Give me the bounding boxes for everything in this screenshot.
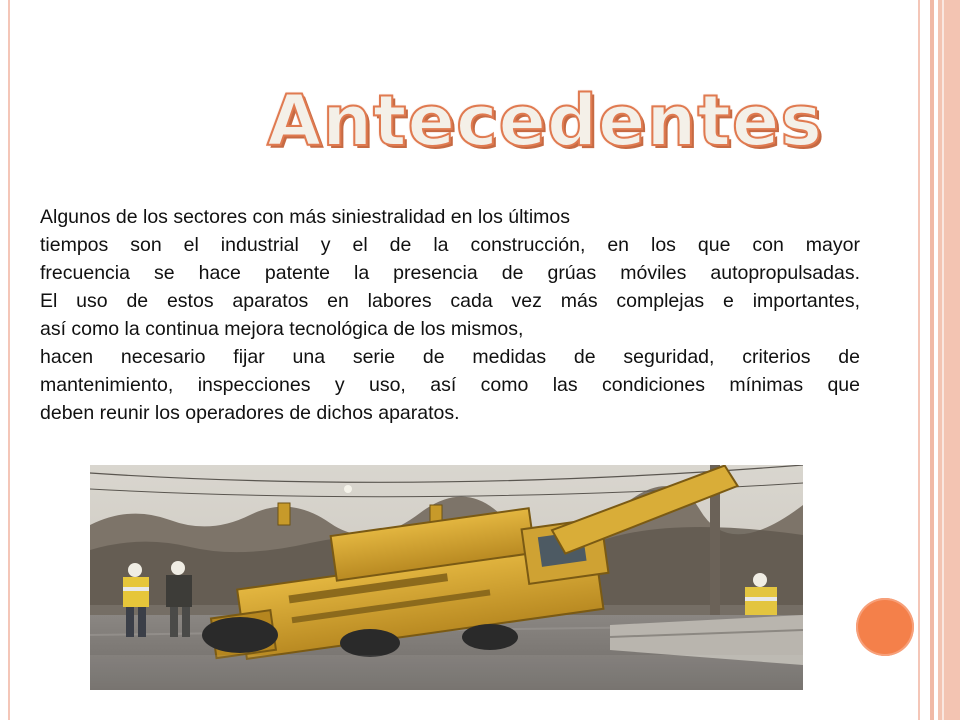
body-paragraph	[40, 203, 860, 427]
paragraph-line: tiempos son el industrial y el de la construcción, en los que con mayor	[40, 234, 860, 256]
paragraph-line: mantenimiento, inspecciones y uso, así como las condiciones mínimas que	[40, 374, 860, 396]
paragraph-line: así como la continua mejora tecnológica de los mismos,	[40, 318, 524, 340]
paragraph-line: hacen necesario fijar una serie de medidas de seguridad, criterios de	[40, 346, 860, 368]
overturned-crane-photo	[90, 465, 803, 690]
slide-title: Antecedentes	[267, 80, 823, 162]
paragraph-line: El uso de estos aparatos en labores cada vez más complejas e importantes,	[40, 290, 860, 312]
paragraph-line: deben reunir los operadores de dichos aparatos.	[40, 402, 460, 424]
orange-accent-circle	[856, 598, 914, 656]
paragraph-line: Algunos de los sectores con más siniestralidad en los últimos	[40, 206, 571, 228]
paragraph-line: frecuencia se hace patente la presencia de grúas móviles autopropulsadas.	[40, 262, 860, 284]
